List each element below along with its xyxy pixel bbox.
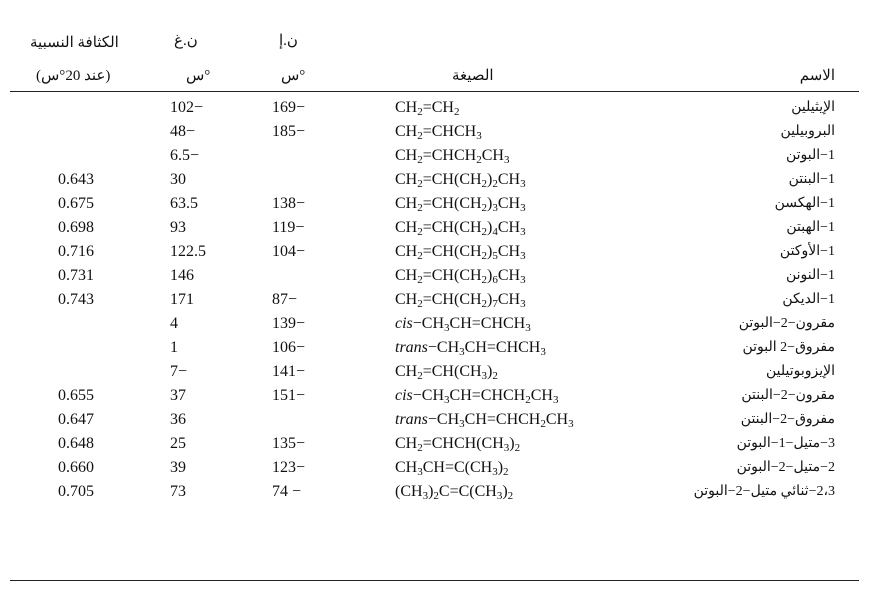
boiling-point-cell: 25 — [170, 435, 186, 452]
table-row — [0, 264, 869, 288]
table-row — [0, 192, 869, 216]
density-cell: 0.743 — [58, 291, 94, 308]
formula-cell: $CH_2=CH(CH_2)_2CH_3$ — [395, 171, 526, 190]
boiling-point-cell: 93 — [170, 219, 186, 236]
table-row — [0, 312, 869, 336]
table-row — [0, 456, 869, 480]
formula-cell: $CH_2=CHCH_2CH_3$ — [395, 147, 510, 166]
formula-cell: $trans-CH_3CH=CHCH_2CH_3$ — [395, 411, 574, 430]
compound-name: 2،3−ثنائي متيل−2−البوتن — [693, 484, 835, 499]
compound-name: 1−الهكسن — [774, 196, 835, 211]
boiling-point-cell: 4 — [170, 315, 178, 332]
density-cell: 0.731 — [58, 267, 94, 284]
formula-cell: $cis-CH_3CH=CHCH_3$ — [395, 315, 531, 334]
compound-name: 1−الأوكتن — [779, 244, 835, 259]
density-header: الكثافة النسبية — [30, 35, 119, 51]
compound-name: 3−متيل−1−البوتن — [736, 436, 835, 451]
compound-name: مقرون−2−البنتن — [741, 388, 835, 403]
melting-point-cell: 151− — [272, 387, 306, 404]
table-row — [0, 288, 869, 312]
melting-point-cell: 135− — [272, 435, 306, 452]
formula-cell: $CH_2=CH(CH_2)_5CH_3$ — [395, 243, 526, 262]
formula-header: الصيغة — [452, 68, 494, 84]
compound-name: 1−البنتن — [788, 172, 835, 187]
melting-point-cell: 87− — [272, 291, 298, 308]
compound-name: 1−الديكن — [782, 292, 835, 307]
table-row — [0, 144, 869, 168]
boiling-point-cell: 7− — [170, 363, 188, 380]
boiling-point-cell: 73 — [170, 483, 186, 500]
density-cell: 0.643 — [58, 171, 94, 188]
boiling-point-cell: 171 — [170, 291, 194, 308]
boiling-point-cell: 48− — [170, 123, 196, 140]
boiling-point-cell: 63.5 — [170, 195, 198, 212]
melting-point-cell: 185− — [272, 123, 306, 140]
compound-name: 1−النونن — [785, 268, 835, 283]
formula-cell: $CH_2=CH(CH_3)_2$ — [395, 363, 498, 382]
density-cell: 0.716 — [58, 243, 94, 260]
melting-point-cell: 139− — [272, 315, 306, 332]
compound-name: 1−البوتن — [785, 148, 835, 163]
formula-cell: $CH_2=CH(CH_2)_4CH_3$ — [395, 219, 526, 238]
density-cell: 0.647 — [58, 411, 94, 428]
boiling-point-cell: 37 — [170, 387, 186, 404]
boiling-point-cell: 122.5 — [170, 243, 206, 260]
table-row — [0, 336, 869, 360]
density-cell: 0.698 — [58, 219, 94, 236]
table-row — [0, 168, 869, 192]
name-header: الاسم — [799, 68, 835, 84]
formula-cell: $CH_2=CH(CH_2)_3CH_3$ — [395, 195, 526, 214]
density-cell: 0.705 — [58, 483, 94, 500]
table-row — [0, 120, 869, 144]
boiling-point-cell: 39 — [170, 459, 186, 476]
table-row — [0, 432, 869, 456]
boiling-point-cell: 36 — [170, 411, 186, 428]
compound-name: الإيثيلين — [791, 100, 835, 115]
table-row — [0, 96, 869, 120]
mp-header: ن.إ — [279, 33, 298, 49]
density-cell: 0.655 — [58, 387, 94, 404]
density-subheader: (عند 20°س) — [36, 68, 111, 84]
compound-name: الإيزوبوتيلين — [765, 364, 835, 379]
compound-name: مفروق−2−البنتن — [740, 412, 835, 427]
compound-name: مقرون−2−البوتن — [738, 316, 835, 331]
formula-cell: $cis-CH_3CH=CHCH_2CH_3$ — [395, 387, 559, 406]
density-cell: 0.648 — [58, 435, 94, 452]
mp-unit: °س — [281, 68, 306, 84]
melting-point-cell: 141− — [272, 363, 306, 380]
formula-cell: $CH_2=CH(CH_2)_7CH_3$ — [395, 291, 526, 310]
table-row — [0, 480, 869, 504]
boiling-point-cell: 6.5− — [170, 147, 200, 164]
formula-cell: $CH_2=CH(CH_2)_6CH_3$ — [395, 267, 526, 286]
formula-cell: $CH_2=CHCH(CH_3)_2$ — [395, 435, 521, 454]
table-row — [0, 240, 869, 264]
boiling-point-cell: 30 — [170, 171, 186, 188]
boiling-point-cell: 1 — [170, 339, 178, 356]
formula-cell: $CH_3CH=C(CH_3)_2$ — [395, 459, 509, 478]
melting-point-cell: 169− — [272, 99, 306, 116]
melting-point-cell: 138− — [272, 195, 306, 212]
compound-name: مفروق−2 البوتن — [742, 340, 835, 355]
bottom-rule — [10, 580, 859, 581]
bp-unit: °س — [186, 68, 211, 84]
bp-header: ن.غ — [174, 33, 198, 49]
compound-name: البروبيلين — [780, 124, 835, 139]
formula-cell: $(CH_3)_2C=C(CH_3)_2$ — [395, 483, 514, 502]
melting-point-cell: 106− — [272, 339, 306, 356]
table-row — [0, 216, 869, 240]
header-rule — [10, 91, 859, 92]
formula-cell: $trans-CH_3CH=CHCH_3$ — [395, 339, 546, 358]
boiling-point-cell: 146 — [170, 267, 194, 284]
formula-cell: $CH_2=CH_2$ — [395, 99, 460, 118]
density-cell: 0.660 — [58, 459, 94, 476]
table-row — [0, 360, 869, 384]
compound-name: 2−متيل−2−البوتن — [736, 460, 835, 475]
melting-point-cell: 74 − — [272, 483, 302, 500]
table-row — [0, 408, 869, 432]
formula-cell: $CH_2=CHCH_3$ — [395, 123, 482, 142]
melting-point-cell: 104− — [272, 243, 306, 260]
boiling-point-cell: 102− — [170, 99, 204, 116]
melting-point-cell: 119− — [272, 219, 305, 236]
melting-point-cell: 123− — [272, 459, 306, 476]
compound-name: 1−الهبتن — [786, 220, 835, 235]
density-cell: 0.675 — [58, 195, 94, 212]
table-row — [0, 384, 869, 408]
